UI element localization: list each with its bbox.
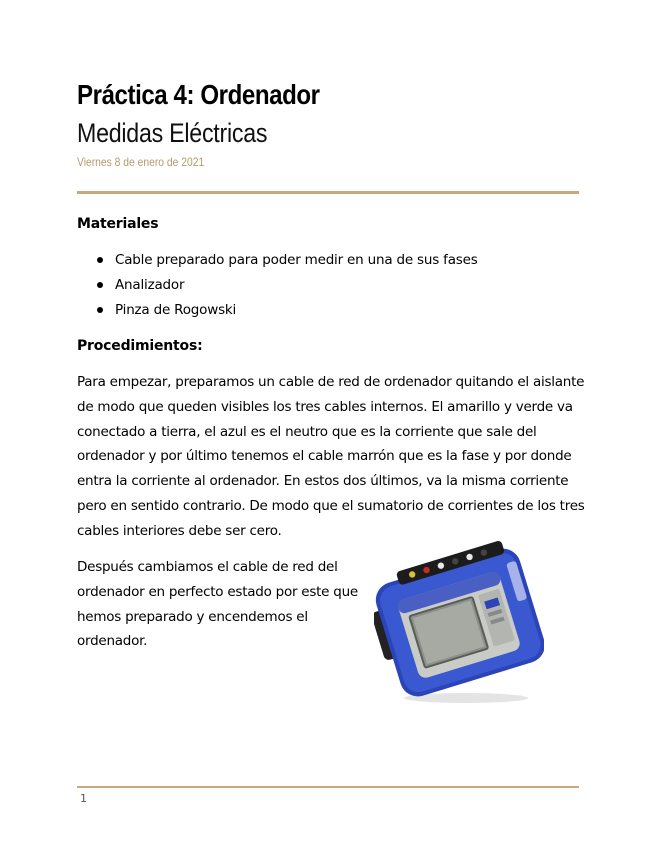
bullet-icon (97, 257, 103, 263)
page-number: 1 (80, 792, 87, 805)
procedures-paragraph-1: Para empezar, preparamos un cable de red de ordenador quitando el aislante de modo que queden visibles los tres cables internos. El amarillo y verde va conectado a tierra, el azul es el neutro que es la corriente que sale del ordenador y por último tenemos el cable marrón que es la fase y por donde entra la corriente al ordenador. En estos dos últimos, va la misma corriente pero en sentido contrario. De modo que el sumatorio de corrientes de los tres cables interiores debe ser cero. (77, 374, 585, 539)
document-title: Práctica 4: Ordenador (77, 79, 320, 110)
materials-heading: Materiales (77, 216, 159, 232)
list-item (97, 250, 478, 275)
list-item-text: Pinza de Rogowski (115, 302, 237, 318)
list-item-text: Cable preparado para poder medir en una de sus fases (115, 252, 478, 268)
bullet-icon (97, 282, 103, 288)
header-divider (77, 191, 579, 194)
list-item (97, 300, 478, 325)
materials-list (97, 250, 478, 325)
list-item-text: Analizador (115, 277, 185, 293)
power-analyzer-device-image (374, 540, 544, 705)
document-date: Viernes 8 de enero de 2021 (77, 155, 205, 169)
footer-divider (77, 786, 579, 788)
bullet-icon (97, 307, 103, 313)
procedures-paragraph-2: Después cambiamos el cable de red del ordenador en perfecto estado por este que hemos preparado y encendemos el ordenador. (77, 559, 358, 650)
list-item (97, 275, 478, 300)
document-subtitle: Medidas Eléctricas (77, 118, 268, 148)
procedures-heading: Procedimientos: (77, 338, 203, 354)
